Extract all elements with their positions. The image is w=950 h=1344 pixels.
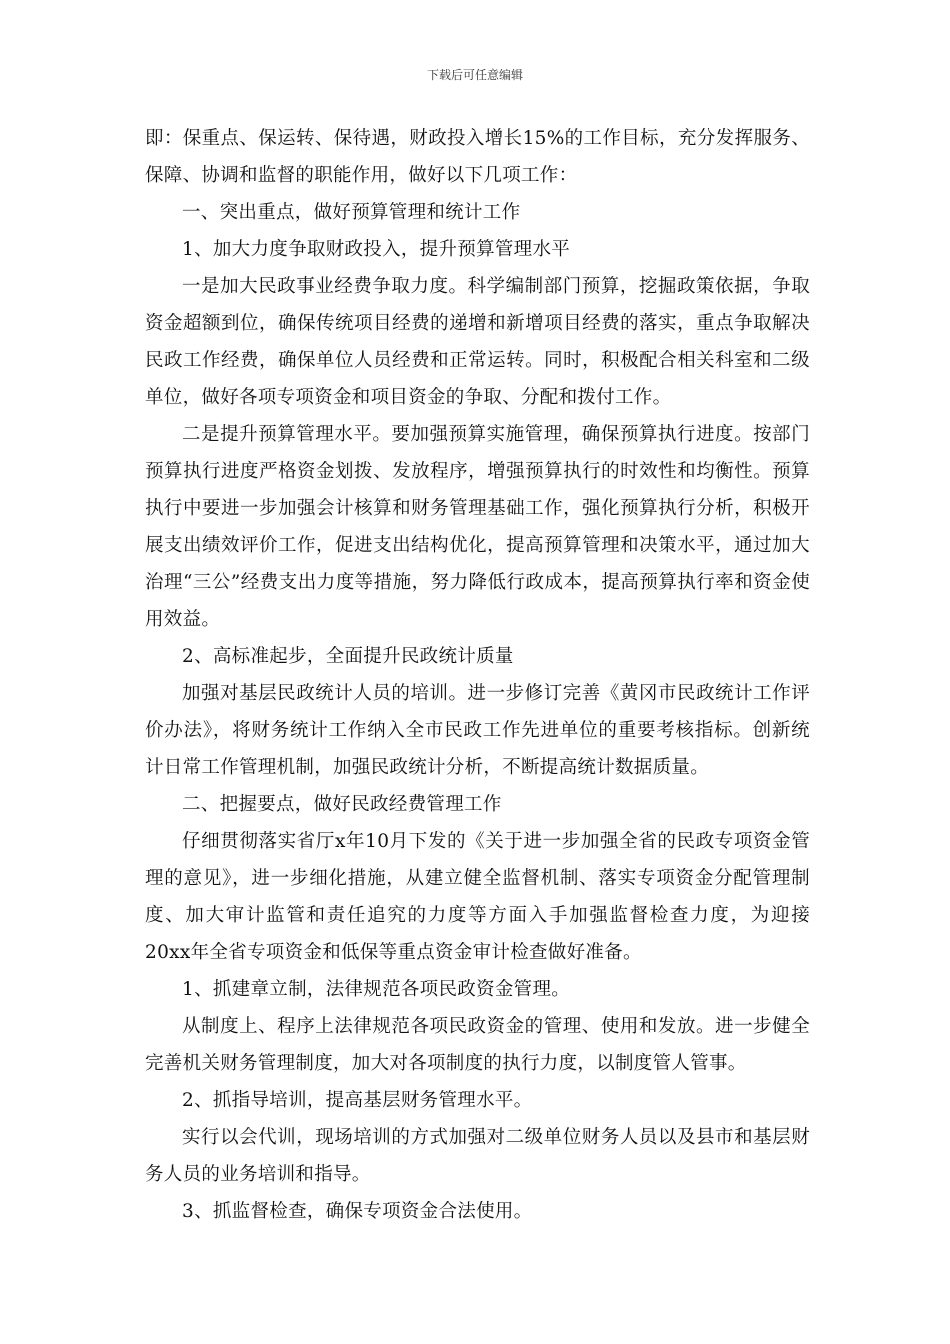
subsection-heading: 2、高标准起步，全面提升民政统计质量 — [182, 646, 514, 667]
subsection-heading: 1、抓建章立制，法律规范各项民政资金管理。 — [182, 979, 571, 1000]
document-body — [145, 120, 810, 1230]
subsection-heading: 1、加大力度争取财政投入，提升预算管理水平 — [182, 239, 571, 260]
paragraph: 从制度上、程序上法律规范各项民政资金的管理、使用和发放。进一步健全完善机关财务管理制度，加大对各项制度的执行力度，以制度管人管事。 — [145, 1016, 810, 1074]
page-header: 下载后可任意编辑 — [426, 68, 523, 82]
section-heading: 一、突出重点，做好预算管理和统计工作 — [182, 202, 521, 223]
paragraph: 仔细贯彻落实省厅x年10月下发的《关于进一步加强全省的民政专项资金管理的意见》，进一步细化措施，从建立健全监督机制、落实专项资金分配管理制度、加大审计监管和责任追究的力度等方面入手加强监督检查力度，为迎接20xx年全省专项资金和低保等重点资金审计检查做好准备。 — [145, 831, 810, 963]
paragraph: 二是提升预算管理水平。要加强预算实施管理，确保预算执行进度。按部门预算执行进度严格资金划拨、发放程序，增强预算执行的时效性和均衡性。预算执行中要进一步加强会计核算和财务管理基础工作，强化预算执行分析，积极开展支出绩效评价工作，促进支出结构优化，提高预算管理和决策水平，通过加大治理“三公”经费支出力度等措施，努力降低行政成本，提高预算执行率和资金使用效益。 — [145, 424, 810, 630]
paragraph: 即：保重点、保运转、保待遇，财政投入增长15%的工作目标，充分发挥服务、保障、协调和监督的职能作用，做好以下几项工作： — [145, 128, 810, 186]
subsection-heading: 3、抓监督检查，确保专项资金合法使用。 — [182, 1201, 533, 1222]
paragraph: 实行以会代训，现场培训的方式加强对二级单位财务人员以及县市和基层财务人员的业务培训和指导。 — [145, 1127, 810, 1185]
paragraph: 加强对基层民政统计人员的培训。进一步修订完善《黄冈市民政统计工作评价办法》，将财务统计工作纳入全市民政工作先进单位的重要考核指标。创新统计日常工作管理机制，加强民政统计分析，不断提高统计数据质量。 — [145, 683, 810, 778]
section-heading: 二、把握要点，做好民政经费管理工作 — [182, 794, 502, 815]
paragraph: 一是加大民政事业经费争取力度。科学编制部门预算，挖掘政策依据，争取资金超额到位，确保传统项目经费的递增和新增项目经费的落实，重点争取解决民政工作经费，确保单位人员经费和正常运转。同时，积极配合相关科室和二级单位，做好各项专项资金和项目资金的争取、分配和拨付工作。 — [145, 276, 810, 408]
subsection-heading: 2、抓指导培训，提高基层财务管理水平。 — [182, 1090, 533, 1111]
